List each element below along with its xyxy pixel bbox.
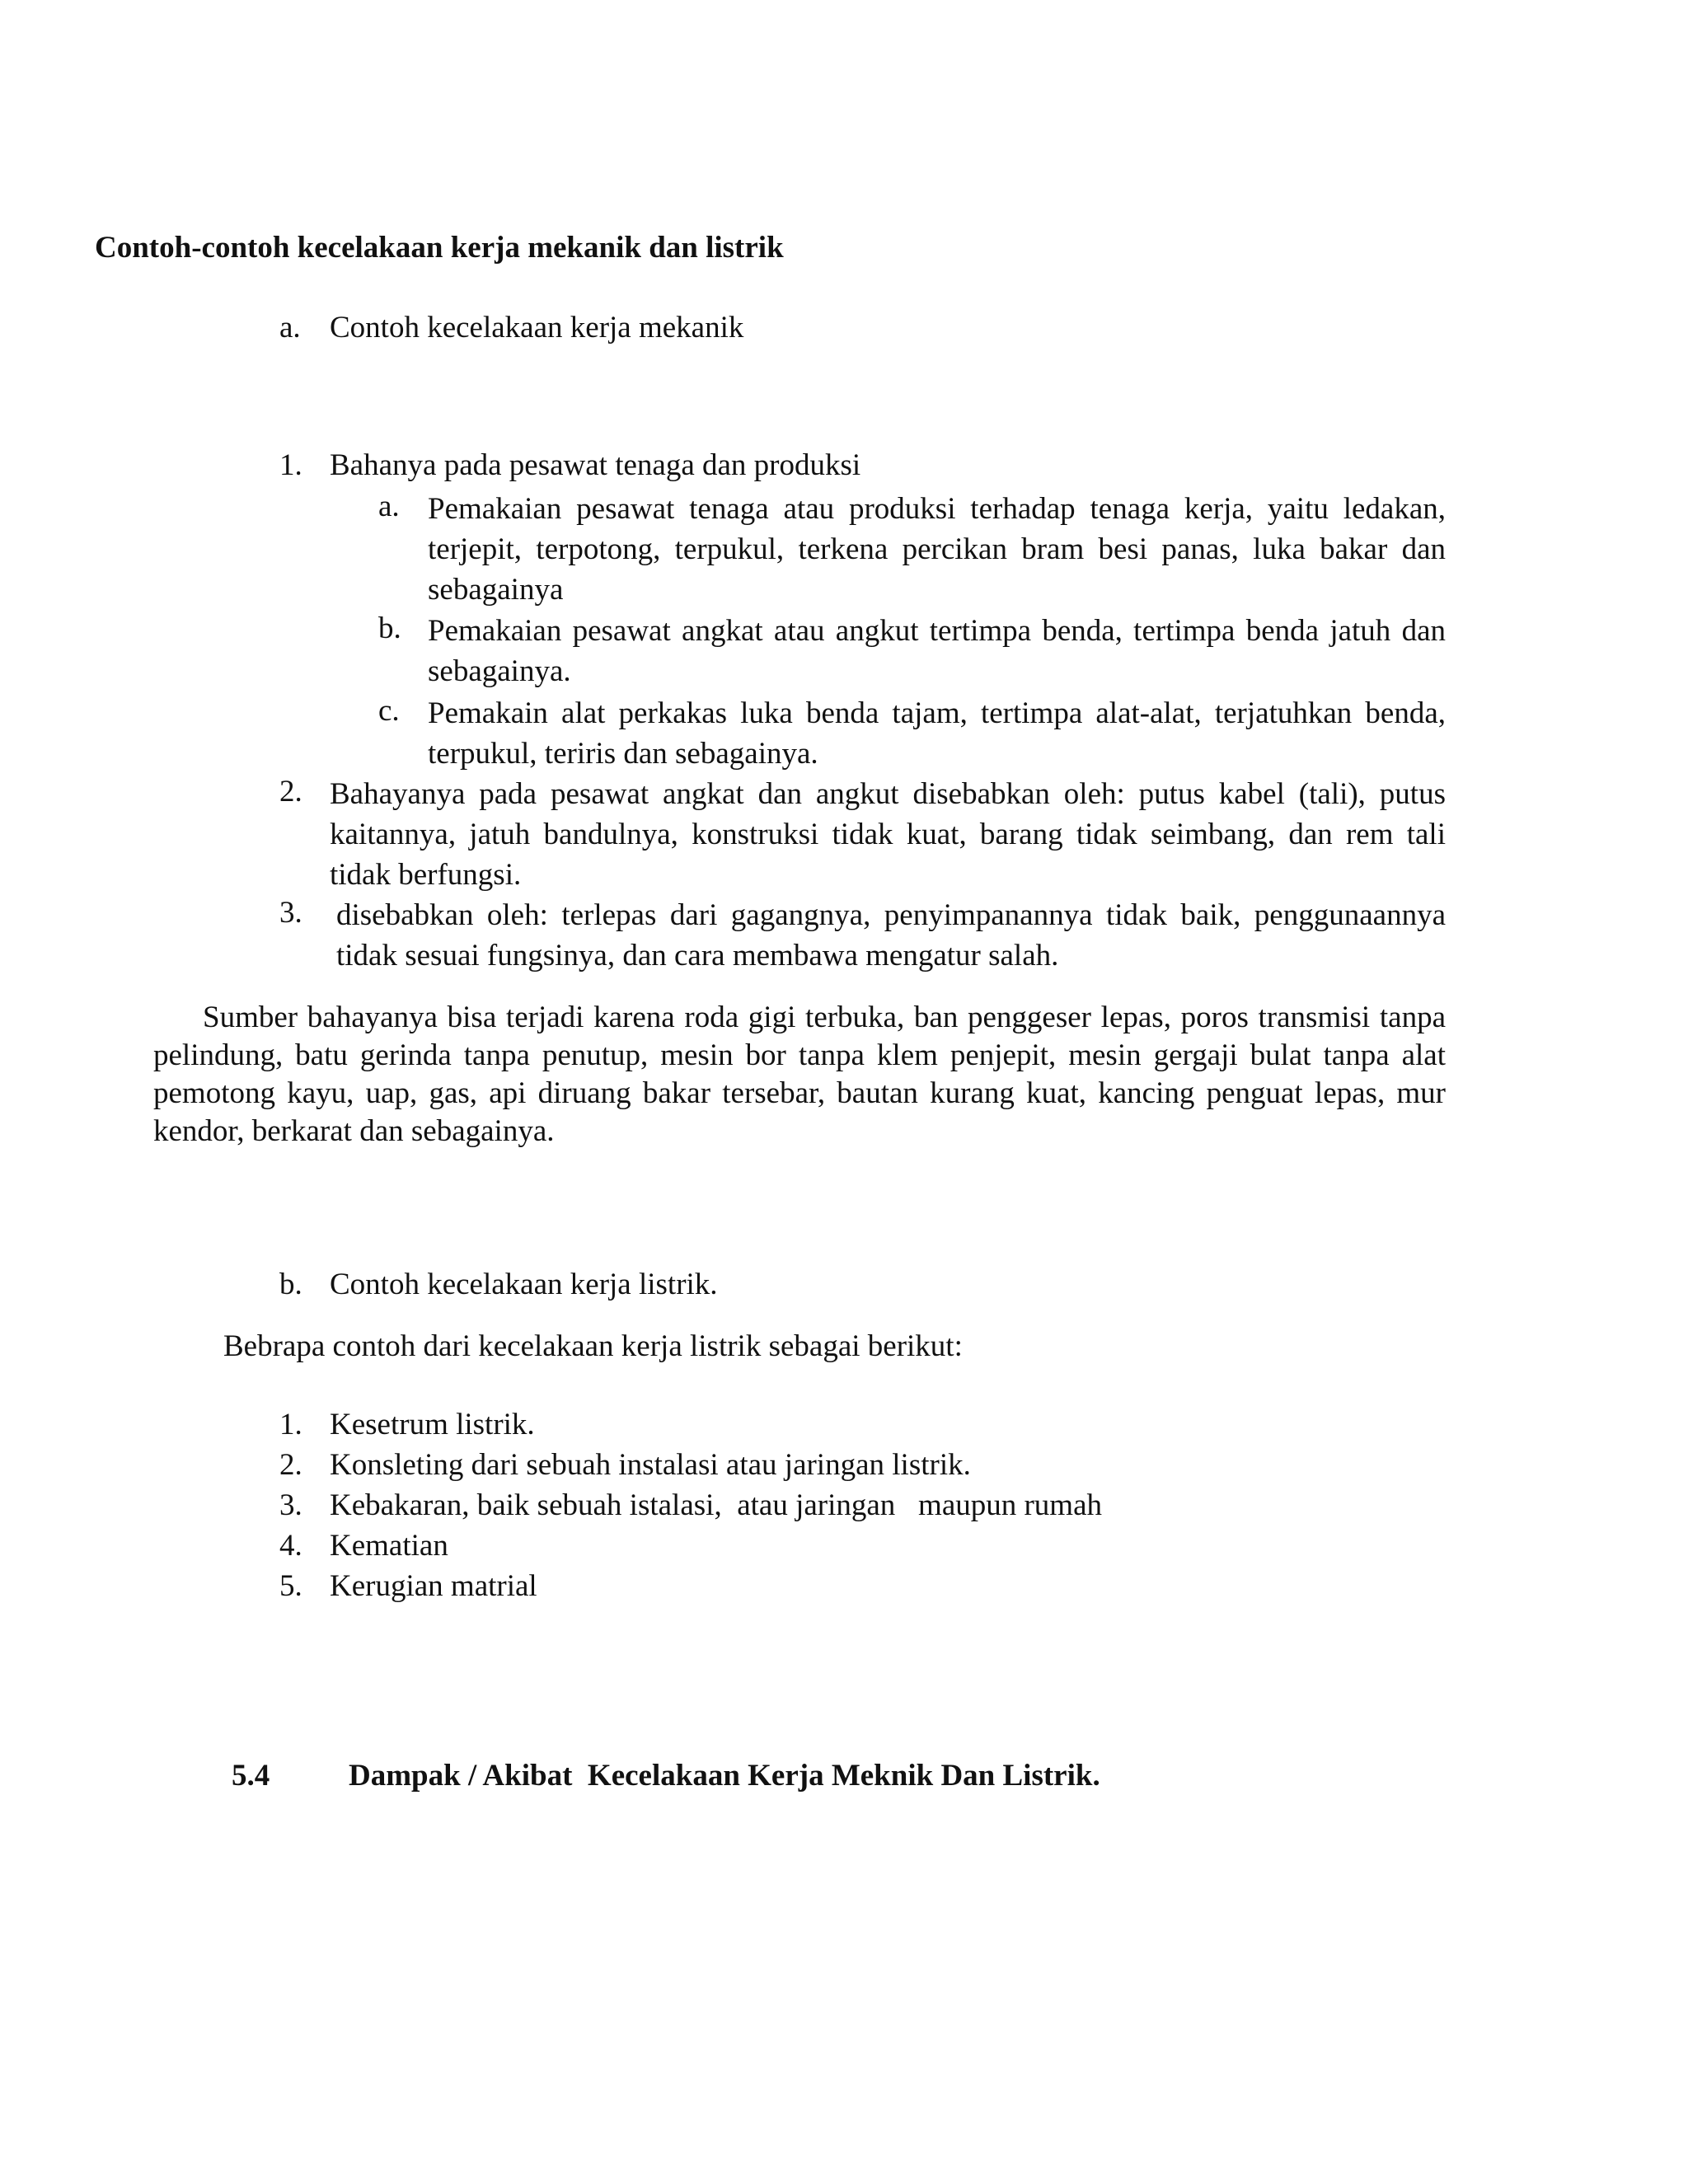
- section-5-4-heading: Dampak / Akibat Kecelakaan Kerja Meknik Dan Listrik.: [349, 1759, 1100, 1793]
- mekanik-item-2-marker: 2.: [279, 775, 302, 808]
- section-a-marker: a.: [279, 311, 301, 344]
- mekanik-item-1-text: Bahanya pada pesawat tenaga dan produksi: [330, 448, 861, 482]
- listrik-item-5-marker: 5.: [279, 1569, 302, 1603]
- mekanik-item-2-text: Bahayanya pada pesawat angkat dan angkut disebabkan oleh: putus kabel (tali), putus kaitannya, jatuh bandulnya, konstruksi tidak kuat, barang tidak seimbang, dan rem tali tidak berfungsi.: [330, 777, 1446, 892]
- listrik-item-5-text: Kerugian matrial: [330, 1569, 537, 1603]
- listrik-item-2-marker: 2.: [279, 1448, 302, 1482]
- mekanik-item-3-text: disebabkan oleh: terlepas dari gagangnya, penyimpanannya tidak baik, penggunaannya tidak sesuai fungsinya, dan cara membawa mengatur salah.: [336, 898, 1446, 972]
- mekanik-item-1-marker: 1.: [279, 448, 302, 482]
- listrik-item-3-marker: 3.: [279, 1488, 302, 1522]
- mekanik-subitem-b-marker: b.: [378, 612, 401, 645]
- listrik-item-3-text: Kebakaran, baik sebuah istalasi, atau jaringan maupun rumah: [330, 1488, 1103, 1522]
- paragraph-sumber: Sumber bahayanya bisa terjadi karena roda gigi terbuka, ban penggeser lepas, poros transmisi tanpa pelindung, batu gerinda tanpa penutup, mesin bor tanpa klem penjepit, mesin gergaji bulat tanpa alat pemotong kayu, uap, gas, api diruang bakar tersebar, bautan kurang kuat, kancing penguat lepas, mur kendor, berkarat dan sebagainya.: [153, 1001, 1446, 1148]
- listrik-item-2-text: Konsleting dari sebuah instalasi atau jaringan listrik.: [330, 1448, 971, 1482]
- section-5-4-number: 5.4: [232, 1759, 270, 1793]
- section-b-marker: b.: [279, 1268, 302, 1301]
- mekanik-subitem-c-marker: c.: [378, 694, 400, 728]
- listrik-item-4-text: Kematian: [330, 1529, 448, 1563]
- mekanik-subitem-a-text: Pemakaian pesawat tenaga atau produksi terhadap tenaga kerja, yaitu ledakan, terjepit, terpotong, terpukul, terkena percikan bram besi panas, luka bakar dan sebagainya: [428, 492, 1446, 607]
- mekanik-subitem-b-text: Pemakaian pesawat angkat atau angkut tertimpa benda, tertimpa benda jatuh dan sebagainya.: [428, 614, 1446, 688]
- mekanik-item-3-marker: 3.: [279, 896, 302, 930]
- listrik-item-4-marker: 4.: [279, 1529, 302, 1563]
- listrik-item-1-marker: 1.: [279, 1408, 302, 1441]
- mekanik-subitem-c-text: Pemakain alat perkakas luka benda tajam, tertimpa alat-alat, terjatuhkan benda, terpukul, teriris dan sebagainya.: [428, 696, 1446, 771]
- listrik-intro: Bebrapa contoh dari kecelakaan kerja listrik sebagai berikut:: [223, 1329, 963, 1363]
- listrik-item-1-text: Kesetrum listrik.: [330, 1408, 535, 1441]
- section-b-label: Contoh kecelakaan kerja listrik.: [330, 1268, 718, 1301]
- mekanik-subitem-a-marker: a.: [378, 490, 400, 523]
- section-a-label: Contoh kecelakaan kerja mekanik: [330, 311, 744, 344]
- document-title: Contoh-contoh kecelakaan kerja mekanik dan listrik: [95, 231, 784, 265]
